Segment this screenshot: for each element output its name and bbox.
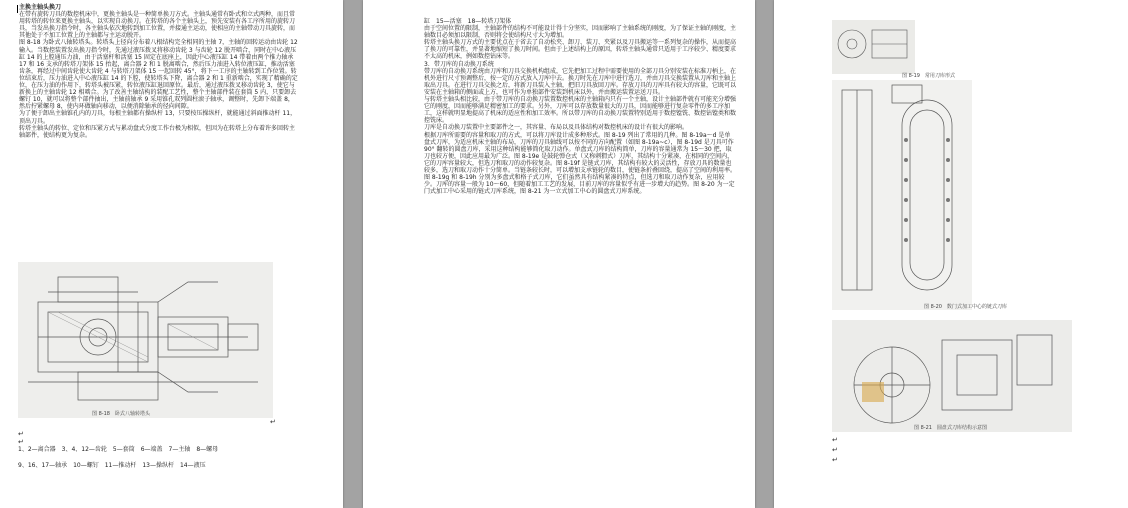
figure-8-21-caption: 图 8-21 圆盘式刀库结构示意图 <box>914 425 987 431</box>
figure-8-18-turret-head <box>18 262 273 418</box>
page2-paragraph-3: 带刀库的自动换刀系统由刀库和刀具交换机构组成，它先把加工过程中需要使用的全部刀具分别安装在标准刀柄上，在机外进行尺寸预调整后，按一定的方式放入刀库中去。换刀时先在刀库中进行选刀，并由刀具交换装置从刀库和主轴上取出刀具。在进行刀具交换之后，将新刀具装入主轴，把旧刀具放回刀库。存放刀具的刀库具有较大的容量，它既可以安装在主轴箱的侧面或上方，也可作为单独部件安装到机床以外，并由搬运装置运送刀具。 <box>424 67 737 96</box>
page1-paragraph-2: 图 8-18 为卧式八轴转塔头。转塔头上径向分布着八根结构完全相同的主轴 7，主轴的回转运动由齿轮 12 输入。当数控装置发出换刀指令时，先通过液压拨叉将移动齿轮 3 与齿轮 12 脱开啮合，同时在中心液压缸 14 的上腔通压力油，由于活塞杆和活塞 15 固定在底座上，因此中心液压缸 14 带着由两个推力轴承 17 和 16 支承的转塔刀架体 15 抬起，离合器 2 和 1 脱离啮合，然后压力油进入转位液压缸，推动活塞齿条，再经过中间齿轮使大齿轮 4 与转塔刀架体 15 一起回转 45°，将下一工序的主轴转到工作位置。转位结束后，压力油进入中心液压缸 14 的下腔，使转塔头下降，离合器 2 和 1 重新啮合，实现了精确的定位，在压力油的作用下，转塔头被压紧，转位液压缸退回原位。最后，通过液压拨叉移动齿轮 3，使它与新换上的主轴齿轮 12 相啮合。为了改善主轴结构的装配工艺性，整个主轴部件装在套筒 5 内，只要卸去螺钉 10，就可以将整个部件抽出，主轴前轴承 9 采用锥孔双列圆柱滚子轴承，调整时，先卸下端盖 8，然后拧紧螺母 8，使内环做轴向移动，以便消除轴承的径向间隙。 <box>19 39 298 111</box>
figure-8-18-legend <box>18 446 298 470</box>
figure-8-21-disc-magazine <box>832 320 1072 432</box>
figure-8-18-caption: 图 8-18 卧式八轴转塔头 <box>92 411 150 417</box>
paragraph-mark: ↵ <box>832 436 838 444</box>
page1-heading: 主换主轴头换刀 <box>19 4 62 11</box>
page2-paragraph-6: 根据刀库所需要的容量和取刀的方式，可以将刀库设计成多种形式。图 8-19 列出了常用的几种。图 8-19a～d 是单盘式刀库，为适应机床主轴的布局，刀库的刀具轴线可以按不同的方向配置（如图 8-19a~c），图 8-19d 是刀具可作 90° 翻转的圆盘刀库，采用这种结构能够简化取刀动作。单盘式刀库的结构简单，刀库的容量通常为 15～30 把，取刀也较方便，因此应用最为广泛。图 8-19e 是鼓轮弹仓式（又称刺猬式）刀库，其结构十分紧凑，在相同的空间内，它的刀库容量较大，但选刀和取刀的动作较复杂。图 8-19f 是链式刀库，其结构有较大的灵活性，存放刀具的数量也较多，选刀和取刀动作十分简单。当链条较长时，可以增加支承链轮的数目，使链条折叠回绕，提高了空间的利用率。图 8-19g 和 8-19h 分别为多盘式和格子式刀库，它们虽然具有结构紧凑的特点，但选刀和取刀动作复杂，应用较少。刀库的容量一般为 10～60，但随着加工工艺的发展，目前刀库的容量似乎有进一步增大的趋势。图 8-20 为一定门式加工中心采用的链式刀库系统，图 8-21 为一立式加工中心的圆盘式刀库系统。 <box>424 131 737 196</box>
figure-8-19-magazine-types <box>832 20 915 74</box>
legend-line-2: 9、16、17—轴承 10—螺钉 11—推动杆 13—操纵杆 14—液压 <box>18 462 206 469</box>
page1-paragraph-3: 为了便于卸出主轴锥孔内的刀具，每根主轴都有操纵杆 13，只要按压操纵杆，就能通过斜面推动杆 11，顶出刀具。 <box>19 110 297 125</box>
page-gap-right <box>755 0 774 508</box>
paragraph-mark: ↵ <box>18 430 24 438</box>
document-page-1 <box>0 0 343 508</box>
legend-line-1: 1、2—离合器 3、4、12—齿轮 5—套筒 6—端盖 7—主轴 8—螺母 <box>18 446 219 453</box>
paragraph-mark: ↵ <box>832 446 838 454</box>
paragraph-mark: ↵ <box>270 418 276 426</box>
document-page-2 <box>363 0 755 508</box>
figure-8-20-chain-magazine <box>832 80 972 310</box>
disc-magazine-drawing <box>832 320 1072 432</box>
chain-magazine-drawing <box>832 80 972 310</box>
paragraph-mark: ↵ <box>832 456 838 464</box>
page2-section-heading: 3．带刀库的自动换刀系统 <box>424 60 494 68</box>
page2-paragraph-1: 由于空间位置的限制，主轴部件的结构不可能设计得十分坚实，因而影响了主轴系统的刚度，为了保证主轴的刚度，主轴数目必须加以限制，否则将会使结构尺寸大为增加。 <box>424 25 737 40</box>
document-page-3 <box>774 0 1128 508</box>
page2-heading-line: 缸 15—活塞 18—转塔刀架体 <box>424 18 512 25</box>
page2-text[interactable] <box>424 18 736 195</box>
paragraph-mark: ↵ <box>18 438 24 446</box>
page-gap-left <box>343 0 363 508</box>
figure-8-20-caption: 图 8-20 数门式加工中心的链式刀库 <box>924 304 1007 310</box>
page1-paragraph-1: 在带有旋转刀具的数控机床中，更换主轴头是一种简单换刀方式。主轴头通常有卧式和立式两种，而且常用转塔的转位来更换主轴头，以实现自动换刀。在转塔的各个主轴头上，预先安装有各工序所用的旋转刀具，当发出换刀指令时，各主轴头依次地转到加工位置，并接通主运动，使相应的主轴带动刀具旋转，而其他处于不加工位置上的主轴都与主运动脱开。 <box>19 11 296 40</box>
magazine-types-drawing <box>832 20 915 74</box>
page2-paragraph-2: 转塔主轴头换刀方式的主要优点在于省去了自动松夹、卸刀、装刀、夹紧以及刀具搬运等一系列复杂的操作，从而提高了换刀的可靠性，并显著地缩短了换刀时间。但由于上述结构上的原因，转塔主轴头通常只适用于工序较少、精度要求不太高的机床，例如数控钻床等。 <box>424 39 737 61</box>
page1-text[interactable] <box>19 4 299 139</box>
page2-paragraph-5: 刀库是自动换刀装置中主要部件之一，其容量、布局以及具体结构对数控机床的设计有很大的影响。 <box>424 124 689 132</box>
figure-8-19-caption: 图 8-19 常用刀库形式 <box>902 73 955 79</box>
turret-head-drawing <box>18 262 273 418</box>
page1-paragraph-4: 转塔主轴头的转位、定位和压紧方式与累动盘式分度工作台极为相似，但因为在转塔上分布着许多回转主轴部件，使结构更为复杂。 <box>19 124 296 139</box>
page2-paragraph-4: 与转塔主轴头相比较，由于带刀库的自动换刀装置数控机床的主轴箱内只有一个主轴，设计主轴部件就有可能充分增强它的刚度，因而能够满足精密加工的要求。另外，刀库可以存放数量很大的刀具，因而能够进行复杂零件的多工序加工，这样就明显地提高了机床的适应性和加工效率。所以带刀库的自动换刀装置特别适用于数控镗铣、数控钻镗类和数控铣床。 <box>424 96 737 125</box>
text-cursor <box>17 5 18 13</box>
